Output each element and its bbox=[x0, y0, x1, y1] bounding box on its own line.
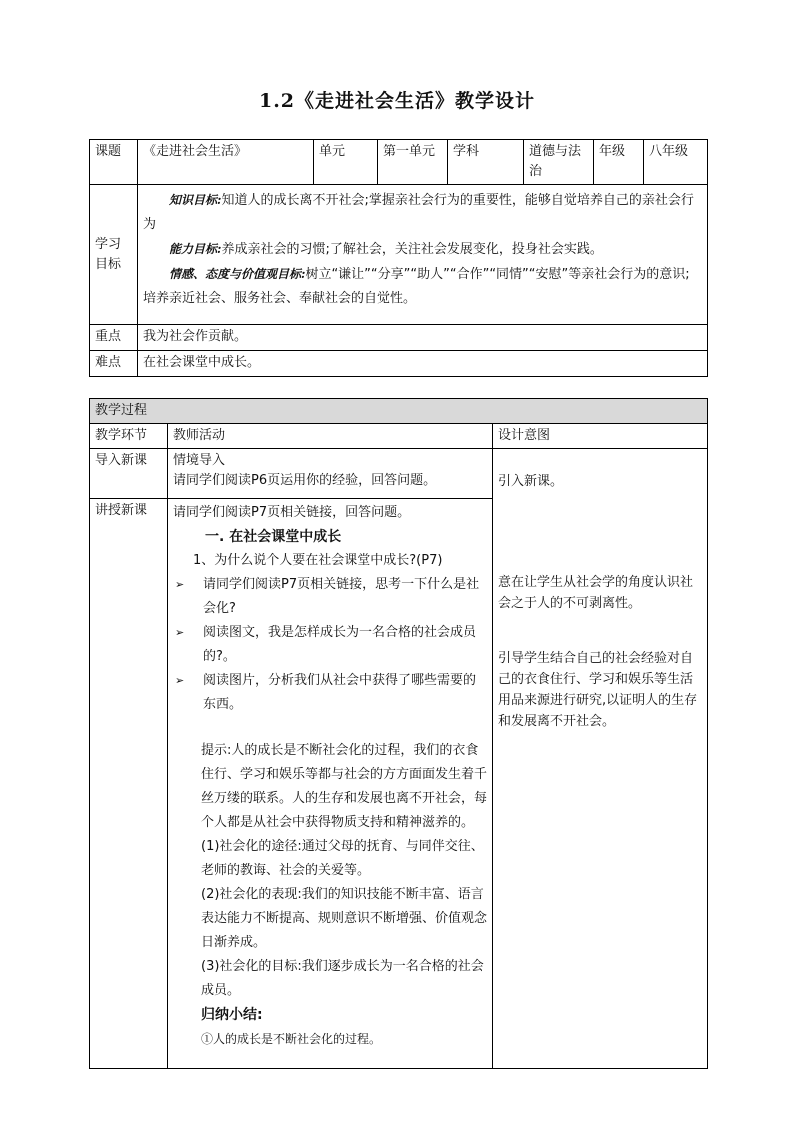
grade-label: 年级 bbox=[594, 140, 644, 185]
subject-value: 道德与法治 bbox=[524, 140, 594, 185]
emotion-goal bbox=[143, 262, 702, 311]
goals-label: 学习目标 bbox=[90, 185, 138, 325]
tip-text: 提示:人的成长是不断社会化的过程，我们的衣食住行、学习和娱乐等都与社会的方方面面发生着千丝万缕的联系。人的生存和发展也离不开社会，每个人都是从社会中获得物质支持和精神滋养的。 bbox=[201, 743, 488, 830]
bullet-item bbox=[173, 669, 487, 717]
topic-value: 《走进社会生活》 bbox=[138, 140, 314, 185]
unit-value: 第一单元 bbox=[378, 140, 448, 185]
summary-title: 归纳小结: bbox=[201, 1007, 263, 1023]
ability-goal-text: 养成亲社会的习惯;了解社会，关注社会发展变化，投身社会实践。 bbox=[221, 242, 603, 257]
intent-column bbox=[493, 449, 708, 1069]
question-line: 1、为什么说个人要在社会课堂中成长?(P7) bbox=[193, 553, 443, 568]
process-header: 教学过程 bbox=[90, 399, 708, 424]
tip-block bbox=[173, 739, 487, 835]
learning-goals bbox=[138, 185, 708, 325]
bullet-item bbox=[173, 621, 487, 669]
emotion-goal-head: 情感、态度与价值观目标: bbox=[169, 267, 306, 281]
bullet-text: 阅读图片，分析我们从社会中获得了哪些需要的东西。 bbox=[203, 673, 477, 712]
new-lesson-activity bbox=[168, 499, 493, 1069]
section-title: 一. 在社会课堂中成长 bbox=[205, 529, 342, 545]
knowledge-goal-head: 知识目标: bbox=[169, 193, 222, 207]
document-title: 1.2《走进社会生活》教学设计 bbox=[258, 90, 536, 112]
bullet-text: 请同学们阅读P7页相关链接，思考一下什么是社会化? bbox=[203, 577, 480, 616]
grade-value: 八年级 bbox=[644, 140, 708, 185]
unit-label: 单元 bbox=[314, 140, 378, 185]
knowledge-goal-text: 知道人的成长离不开社会;掌握亲社会行为的重要性，能够自觉培养自己的亲社会行为 bbox=[143, 193, 694, 232]
arrow-bullet-icon: ➢ bbox=[175, 626, 185, 639]
intro-line-2: 请同学们阅读P6页运用你的经验，回答问题。 bbox=[173, 473, 437, 488]
subject-label: 学科 bbox=[448, 140, 524, 185]
intro-line-1: 情境导入 bbox=[173, 453, 226, 468]
socialization-goal: (3)社会化的目标:我们逐步成长为一名合格的社会成员。 bbox=[201, 959, 484, 998]
lesson-info-table bbox=[89, 139, 708, 377]
summary-item: ①人的成长是不断社会化的过程。 bbox=[201, 1032, 382, 1046]
bullet-text: 阅读图文，我是怎样成长为一名合格的社会成员的?。 bbox=[203, 625, 477, 664]
topic-label: 课题 bbox=[90, 140, 138, 185]
col-stage-header: 教学环节 bbox=[90, 424, 168, 449]
arrow-bullet-icon: ➢ bbox=[175, 674, 185, 687]
ability-goal-head: 能力目标: bbox=[169, 242, 222, 256]
new-lesson-intro: 请同学们阅读P7页相关链接，回答问题。 bbox=[173, 505, 411, 520]
socialization-path: (1)社会化的途径:通过父母的抚育、与同伴交往、老师的教诲、社会的关爱等。 bbox=[201, 839, 484, 878]
difficulty-label: 难点 bbox=[90, 351, 138, 377]
key-point-label: 重点 bbox=[90, 325, 138, 351]
socialization-expression: (2)社会化的表现:我们的知识技能不断丰富、语言表达能力不断提高、规则意识不断增强、价值观念日渐养成。 bbox=[201, 887, 488, 950]
difficulty-value: 在社会课堂中成长。 bbox=[138, 351, 708, 377]
knowledge-goal bbox=[143, 188, 702, 237]
stage-new-lesson: 讲授新课 bbox=[90, 499, 168, 1069]
ability-goal bbox=[143, 237, 702, 262]
key-point-value: 我为社会作贡献。 bbox=[138, 325, 708, 351]
intent-intro: 引入新课。 bbox=[498, 474, 564, 489]
arrow-bullet-icon: ➢ bbox=[175, 578, 185, 591]
col-teacher-header: 教师活动 bbox=[168, 424, 493, 449]
stage-intro: 导入新课 bbox=[90, 449, 168, 499]
intent-socialization: 意在让学生从社会学的角度认识社会之于人的不可剥离性。 bbox=[498, 575, 694, 611]
bullet-item bbox=[173, 573, 487, 621]
intent-life-goods: 引导学生结合自己的社会经验对自己的衣食住行、学习和娱乐等生活用品来源进行研究,以证明人的生存和发展离不开社会。 bbox=[498, 651, 698, 729]
teaching-process-table bbox=[89, 398, 708, 1069]
col-intent-header: 设计意图 bbox=[493, 424, 708, 449]
emotion-goal-text: 树立“谦让”“分享”“助人”“合作”“同情”“安慰”等亲社会行为的意识;培养亲近社会、服务社会、奉献社会的自觉性。 bbox=[143, 267, 690, 306]
intro-activity bbox=[168, 449, 493, 499]
